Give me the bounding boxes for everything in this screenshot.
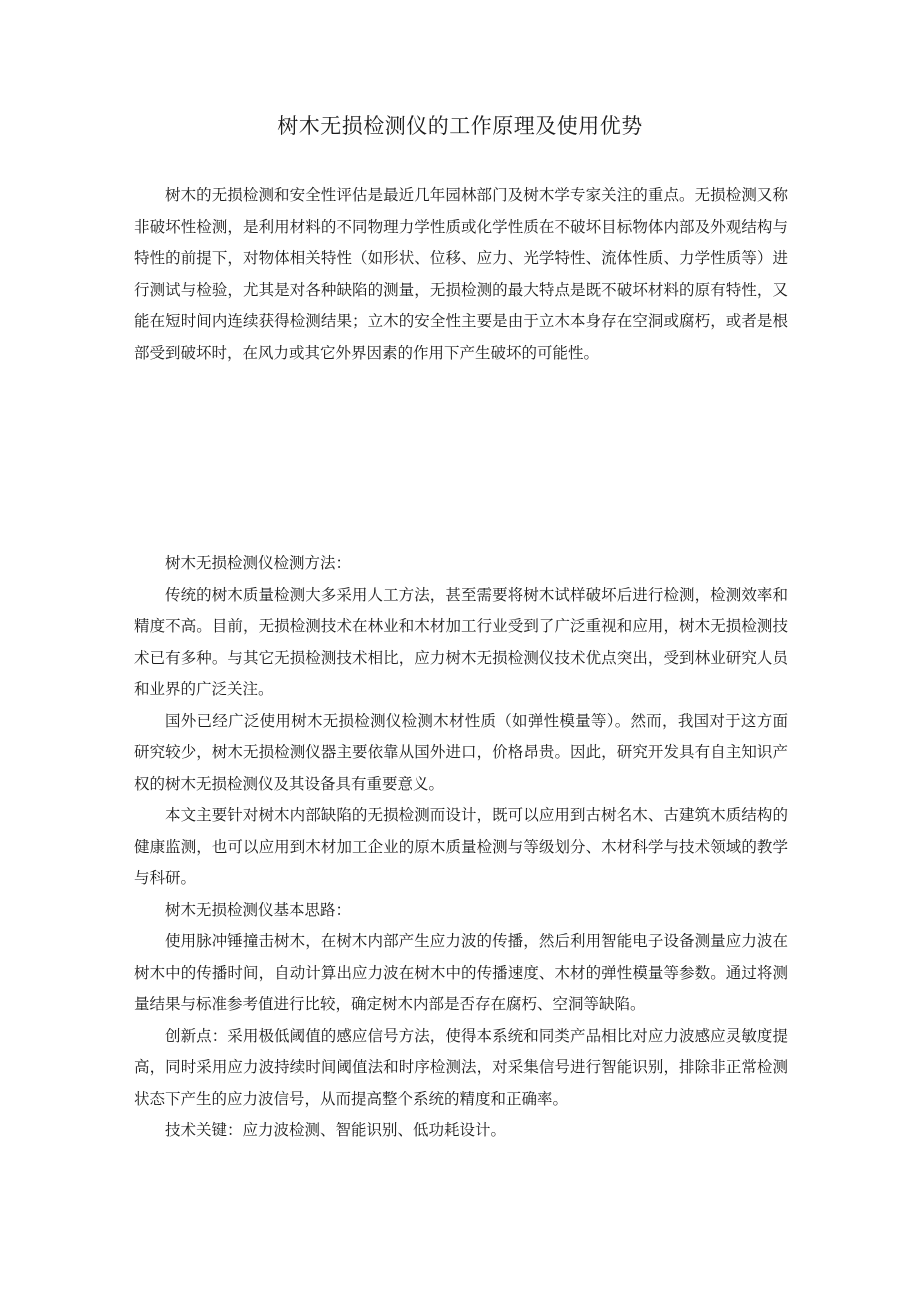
section-heading-method: 树木无损检测仪检测方法： xyxy=(165,554,352,572)
paragraph-traditional-detection: 传统的树木质量检测大多采用人工方法，甚至需要将树木试样破坏后进行检测，检测效率和精度不高。目前，无损检测技术在林业和木材加工行业受到了广泛重视和应用，树木无损检测技术已有多种。与其它无损检测技术相比，应力树木无损检测仪技术优点突出，受到林业研究人员和业界的广泛关注。 xyxy=(134,585,788,698)
paragraph-working-principle: 使用脉冲锤撞击树木，在树木内部产生应力波的传播，然后利用智能电子设备测量应力波在树木中的传播时间，自动计算出应力波在树木中的传播速度、木材的弹性模量等参数。通过将测量结果与标准参考值进行比较，确定树木内部是否存在腐朽、空洞等缺陷。 xyxy=(134,932,788,1013)
intro-paragraph: 树木的无损检测和安全性评估是最近几年园林部门及树木学专家关注的重点。无损检测又称非破坏性检测，是利用材料的不同物理力学性质或化学性质在不破坏目标物体内部及外观结构与特性的前提下，对物体相关特性（如形状、位移、应力、光学特性、流体性质、力学性质等）进行测试与检验，尤其是对各种缺陷的测量，无损检测的最大特点是既不破坏材料的原有特性，又能在短时间内连续获得检测结果；立木的安全性主要是由于立木本身存在空洞或腐朽，或者是根部受到破坏时，在风力或其它外界因素的作用下产生破坏的可能性。 xyxy=(134,186,788,362)
main-section xyxy=(134,548,788,1147)
intro-section xyxy=(134,180,788,369)
document-title: 树木无损检测仪的工作原理及使用优势 xyxy=(277,114,643,138)
paragraph-foreign-usage: 国外已经广泛使用树木无损检测仪检测木材性质（如弹性模量等）。然而，我国对于这方面研究较少，树木无损检测仪器主要依靠从国外进口，价格昂贵。因此，研究开发具有自主知识产权的树木无损检测仪及其设备具有重要意义。 xyxy=(134,711,788,793)
paragraph-key-technology: 技术关键：应力波检测、智能识别、低功耗设计。 xyxy=(165,1121,507,1139)
paragraph-application-scope: 本文主要针对树木内部缺陷的无损检测而设计，既可以应用到古树名木、古建筑木质结构的健康监测，也可以应用到木材加工企业的原木质量检测与等级划分、木材科学与技术领域的教学与科研。 xyxy=(134,806,788,887)
paragraph-innovation: 创新点：采用极低阈值的感应信号方法，使得本系统和同类产品相比对应力波感应灵敏度提高，同时采用应力波持续时间阈值法和时序检测法，对采集信号进行智能识别，排除非正常检测状态下产生的应力波信号，从而提高整个系统的精度和正确率。 xyxy=(134,1026,788,1108)
section-heading-approach: 树木无损检测仪基本思路： xyxy=(165,900,352,919)
